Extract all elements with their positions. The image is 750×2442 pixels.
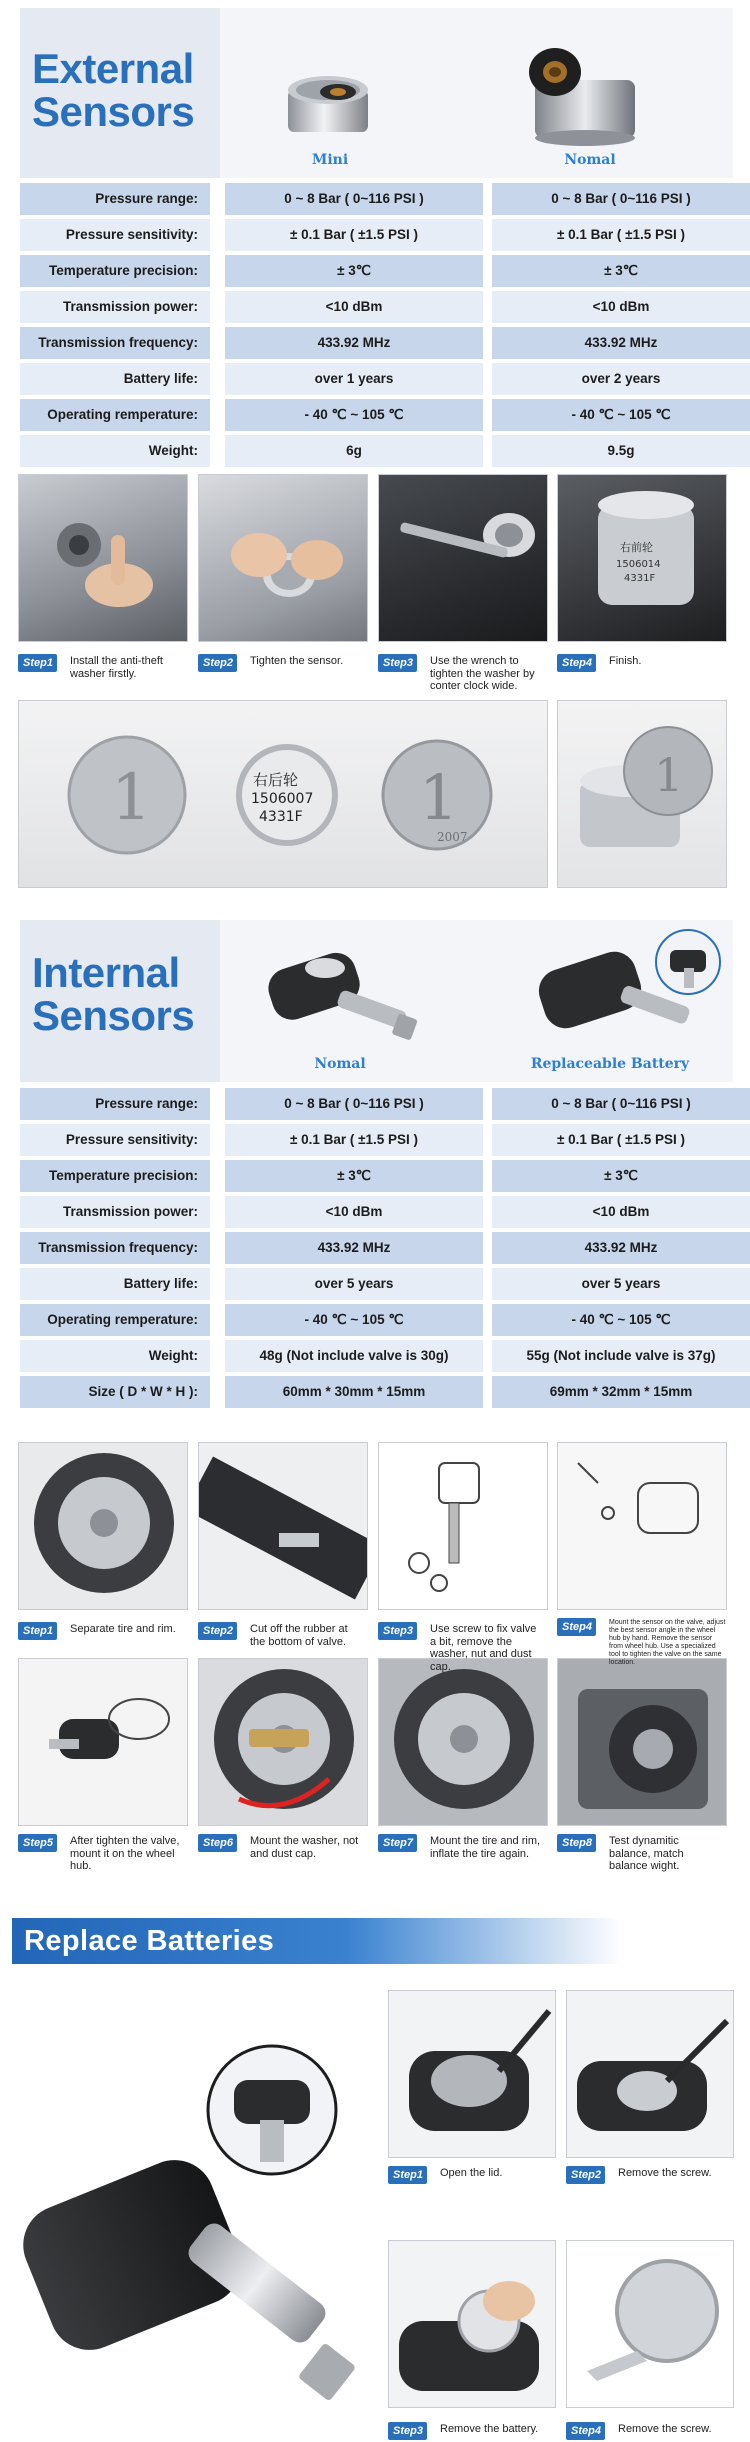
spec-row-value-1: <10 dBm bbox=[225, 1196, 483, 1228]
external-title bbox=[32, 45, 195, 135]
spec-row bbox=[20, 1304, 733, 1336]
spec-row-value-2: ± 0.1 Bar ( ±1.5 PSI ) bbox=[492, 1124, 750, 1156]
step-text: After tighten the valve, mount it on the wheel hub. bbox=[70, 1835, 180, 1873]
spec-row-value-1: - 40 ℃ ~ 105 ℃ bbox=[225, 399, 483, 431]
step-text: Remove the screw. bbox=[618, 2167, 712, 2179]
spec-row-label: Temperature precision: bbox=[20, 1160, 210, 1192]
replace-step4-photo bbox=[566, 2240, 734, 2408]
step-badge: Step2 bbox=[198, 654, 237, 672]
step-badge: Step3 bbox=[388, 2422, 427, 2440]
external-step4-photo bbox=[557, 474, 727, 642]
spec-row-value-2: <10 dBm bbox=[492, 1196, 750, 1228]
spec-row-value-1: 0 ~ 8 Bar ( 0~116 PSI ) bbox=[225, 183, 483, 215]
replace-batteries-banner bbox=[12, 1918, 622, 1964]
replace-battery-sensor-image bbox=[22, 2030, 372, 2420]
sensor-label-line3: 4331F bbox=[259, 809, 303, 825]
step-text: Remove the screw. bbox=[618, 2423, 712, 2435]
spec-row-label: Size ( D * W * H ): bbox=[20, 1376, 210, 1408]
spec-row-value-2: ± 0.1 Bar ( ±1.5 PSI ) bbox=[492, 219, 750, 251]
internal-title bbox=[32, 949, 195, 1039]
spec-row-label: Battery life: bbox=[20, 363, 210, 395]
external-step2-photo bbox=[198, 474, 368, 642]
spec-row-value-1: ± 0.1 Bar ( ±1.5 PSI ) bbox=[225, 1124, 483, 1156]
spec-row-value-2: 69mm * 32mm * 15mm bbox=[492, 1376, 750, 1408]
spec-row bbox=[20, 1376, 733, 1408]
step-text: Cut off the rubber at the bottom of valve. bbox=[250, 1623, 348, 1648]
coin-right-digit: 1 bbox=[419, 761, 459, 834]
spec-row-value-2: over 5 years bbox=[492, 1268, 750, 1300]
svg-text:1506014: 1506014 bbox=[616, 559, 661, 570]
spec-row-value-2: - 40 ℃ ~ 105 ℃ bbox=[492, 399, 750, 431]
spec-row-value-2: <10 dBm bbox=[492, 291, 750, 323]
spec-row-value-2: 9.5g bbox=[492, 435, 750, 467]
spec-row bbox=[20, 1268, 733, 1300]
step-badge: Step1 bbox=[18, 1622, 57, 1640]
internal-step6-photo bbox=[198, 1658, 368, 1826]
external-step1-photo bbox=[18, 474, 188, 642]
internal-title-line1: Internal bbox=[32, 949, 180, 996]
step-badge: Step8 bbox=[557, 1834, 596, 1852]
external-product1-label: Mini bbox=[311, 152, 349, 168]
step-badge: Step3 bbox=[378, 1622, 417, 1640]
replace-step1-photo bbox=[388, 1990, 556, 2158]
spec-row bbox=[20, 255, 733, 287]
step-badge: Step1 bbox=[18, 654, 57, 672]
spec-row-value-1: ± 0.1 Bar ( ±1.5 PSI ) bbox=[225, 219, 483, 251]
internal-product1-label: Nomal bbox=[314, 1056, 366, 1072]
spec-row bbox=[20, 1196, 733, 1228]
step-badge: Step4 bbox=[566, 2422, 605, 2440]
mini-sensor-image bbox=[278, 62, 378, 144]
spec-row-value-1: over 5 years bbox=[225, 1268, 483, 1300]
step-text: Install the anti-theft washer firstly. bbox=[70, 655, 163, 680]
replace-step2-photo bbox=[566, 1990, 734, 2158]
spec-row-value-1: <10 dBm bbox=[225, 291, 483, 323]
spec-row-value-2: ± 3℃ bbox=[492, 1160, 750, 1192]
spec-row-value-2: over 2 years bbox=[492, 363, 750, 395]
step-badge: Step4 bbox=[557, 1618, 596, 1636]
internal-title-line2: Sensors bbox=[32, 991, 195, 1039]
spec-row bbox=[20, 1232, 733, 1264]
spec-row-value-1: 6g bbox=[225, 435, 483, 467]
spec-row bbox=[20, 183, 733, 215]
spec-row-label: Transmission frequency: bbox=[20, 1232, 210, 1264]
external-step3-photo bbox=[378, 474, 548, 642]
step-text: Mount the sensor on the valve, adjust the best sensor angle in the wheel hub by hand. Remove the sensor from wheel hub. Use a specialized tool to tighten the valve on the same location. bbox=[609, 1619, 726, 1667]
spec-row-label: Transmission frequency: bbox=[20, 327, 210, 359]
spec-row bbox=[20, 435, 733, 467]
sensor-label-line1: 右后轮 bbox=[253, 771, 299, 789]
spec-row-label: Operating remperature: bbox=[20, 399, 210, 431]
svg-text:右前轮: 右前轮 bbox=[620, 541, 653, 554]
spec-row-value-1: 0 ~ 8 Bar ( 0~116 PSI ) bbox=[225, 1088, 483, 1120]
sensor-label-line2: 1506007 bbox=[251, 791, 314, 807]
step-text: Test dynamitic balance, match balance wight. bbox=[609, 1835, 684, 1873]
step-text: Finish. bbox=[609, 655, 642, 667]
spec-row-label: Pressure range: bbox=[20, 1088, 210, 1120]
spec-row-label: Weight: bbox=[20, 435, 210, 467]
spec-row-value-1: - 40 ℃ ~ 105 ℃ bbox=[225, 1304, 483, 1336]
spec-row bbox=[20, 1160, 733, 1192]
spec-row-label: Pressure range: bbox=[20, 183, 210, 215]
internal-step8-photo bbox=[557, 1658, 727, 1826]
spec-row-value-2: 0 ~ 8 Bar ( 0~116 PSI ) bbox=[492, 1088, 750, 1120]
replace-batteries-title: Replace Batteries bbox=[24, 1925, 275, 1957]
spec-row bbox=[20, 291, 733, 323]
step-badge: Step7 bbox=[378, 1834, 417, 1852]
spec-row-value-1: 48g (Not include valve is 30g) bbox=[225, 1340, 483, 1372]
spec-row-value-1: ± 3℃ bbox=[225, 255, 483, 287]
spec-row bbox=[20, 399, 733, 431]
step-badge: Step2 bbox=[566, 2166, 605, 2184]
coin-size-comparison-photo bbox=[18, 700, 548, 888]
spec-row-label: Weight: bbox=[20, 1340, 210, 1372]
spec-row-label: Temperature precision: bbox=[20, 255, 210, 287]
step-badge: Step5 bbox=[18, 1834, 57, 1852]
step-badge: Step4 bbox=[557, 654, 596, 672]
step-badge: Step6 bbox=[198, 1834, 237, 1852]
external-title-line2: Sensors bbox=[32, 87, 195, 135]
replace-step3-photo bbox=[388, 2240, 556, 2408]
spec-row bbox=[20, 363, 733, 395]
spec-row-value-2: 433.92 MHz bbox=[492, 327, 750, 359]
spec-row-label: Battery life: bbox=[20, 1268, 210, 1300]
step-badge: Step1 bbox=[388, 2166, 427, 2184]
coin-left-digit: 1 bbox=[111, 761, 152, 835]
spec-row-value-1: 433.92 MHz bbox=[225, 327, 483, 359]
step-text: Remove the battery. bbox=[440, 2423, 539, 2435]
spec-row-label: Operating remperature: bbox=[20, 1304, 210, 1336]
spec-row bbox=[20, 327, 733, 359]
step-text: Use the wrench to tighten the washer by conter clock wide. bbox=[430, 655, 535, 693]
internal-product2-label: Replaceable Battery bbox=[530, 1056, 690, 1072]
internal-step2-photo bbox=[198, 1442, 368, 1610]
internal-step3-photo bbox=[378, 1442, 548, 1610]
spec-row-value-2: ± 3℃ bbox=[492, 255, 750, 287]
step-text: Separate tire and rim. bbox=[70, 1623, 176, 1635]
step-text: Use screw to fix valve a bit, remove the washer, nut and dust cap. bbox=[430, 1623, 537, 1673]
step-badge: Step2 bbox=[198, 1622, 237, 1640]
internal-replaceable-sensor-image bbox=[520, 928, 730, 1048]
spec-row-value-2: 0 ~ 8 Bar ( 0~116 PSI ) bbox=[492, 183, 750, 215]
step-text: Mount the tire and rim, inflate the tire again. bbox=[430, 1835, 541, 1860]
svg-text:4331F: 4331F bbox=[624, 573, 656, 584]
spec-row-value-1: 60mm * 30mm * 15mm bbox=[225, 1376, 483, 1408]
spec-row bbox=[20, 1340, 733, 1372]
spec-row-value-1: over 1 years bbox=[225, 363, 483, 395]
spec-row-label: Transmission power: bbox=[20, 1196, 210, 1228]
spec-row-value-2: 433.92 MHz bbox=[492, 1232, 750, 1264]
spec-row-value-1: 433.92 MHz bbox=[225, 1232, 483, 1264]
sensor-with-coin-photo bbox=[557, 700, 727, 888]
external-title-line1: External bbox=[32, 45, 194, 92]
internal-step5-photo bbox=[18, 1658, 188, 1826]
step-badge: Step3 bbox=[378, 654, 417, 672]
internal-normal-sensor-image bbox=[255, 938, 425, 1048]
coin-year: 2007 bbox=[437, 830, 468, 844]
internal-step7-photo bbox=[378, 1658, 548, 1826]
spec-row bbox=[20, 1124, 733, 1156]
step-text: Open the lid. bbox=[440, 2167, 503, 2179]
spec-row-label: Pressure sensitivity: bbox=[20, 1124, 210, 1156]
spec-row-value-1: ± 3℃ bbox=[225, 1160, 483, 1192]
spec-row-label: Transmission power: bbox=[20, 291, 210, 323]
sensor-coin-digit: 1 bbox=[654, 748, 684, 802]
spec-row bbox=[20, 219, 733, 251]
step-text: Tighten the sensor. bbox=[250, 655, 344, 667]
external-product2-label: Nomal bbox=[564, 152, 616, 168]
spec-row bbox=[20, 1088, 733, 1120]
normal-sensor-image bbox=[515, 42, 645, 148]
step-text: Mount the washer, not and dust cap. bbox=[250, 1835, 359, 1860]
spec-row-value-2: - 40 ℃ ~ 105 ℃ bbox=[492, 1304, 750, 1336]
spec-row-value-2: 55g (Not include valve is 37g) bbox=[492, 1340, 750, 1372]
spec-row-label: Pressure sensitivity: bbox=[20, 219, 210, 251]
internal-step4-photo bbox=[557, 1442, 727, 1610]
internal-step1-photo bbox=[18, 1442, 188, 1610]
